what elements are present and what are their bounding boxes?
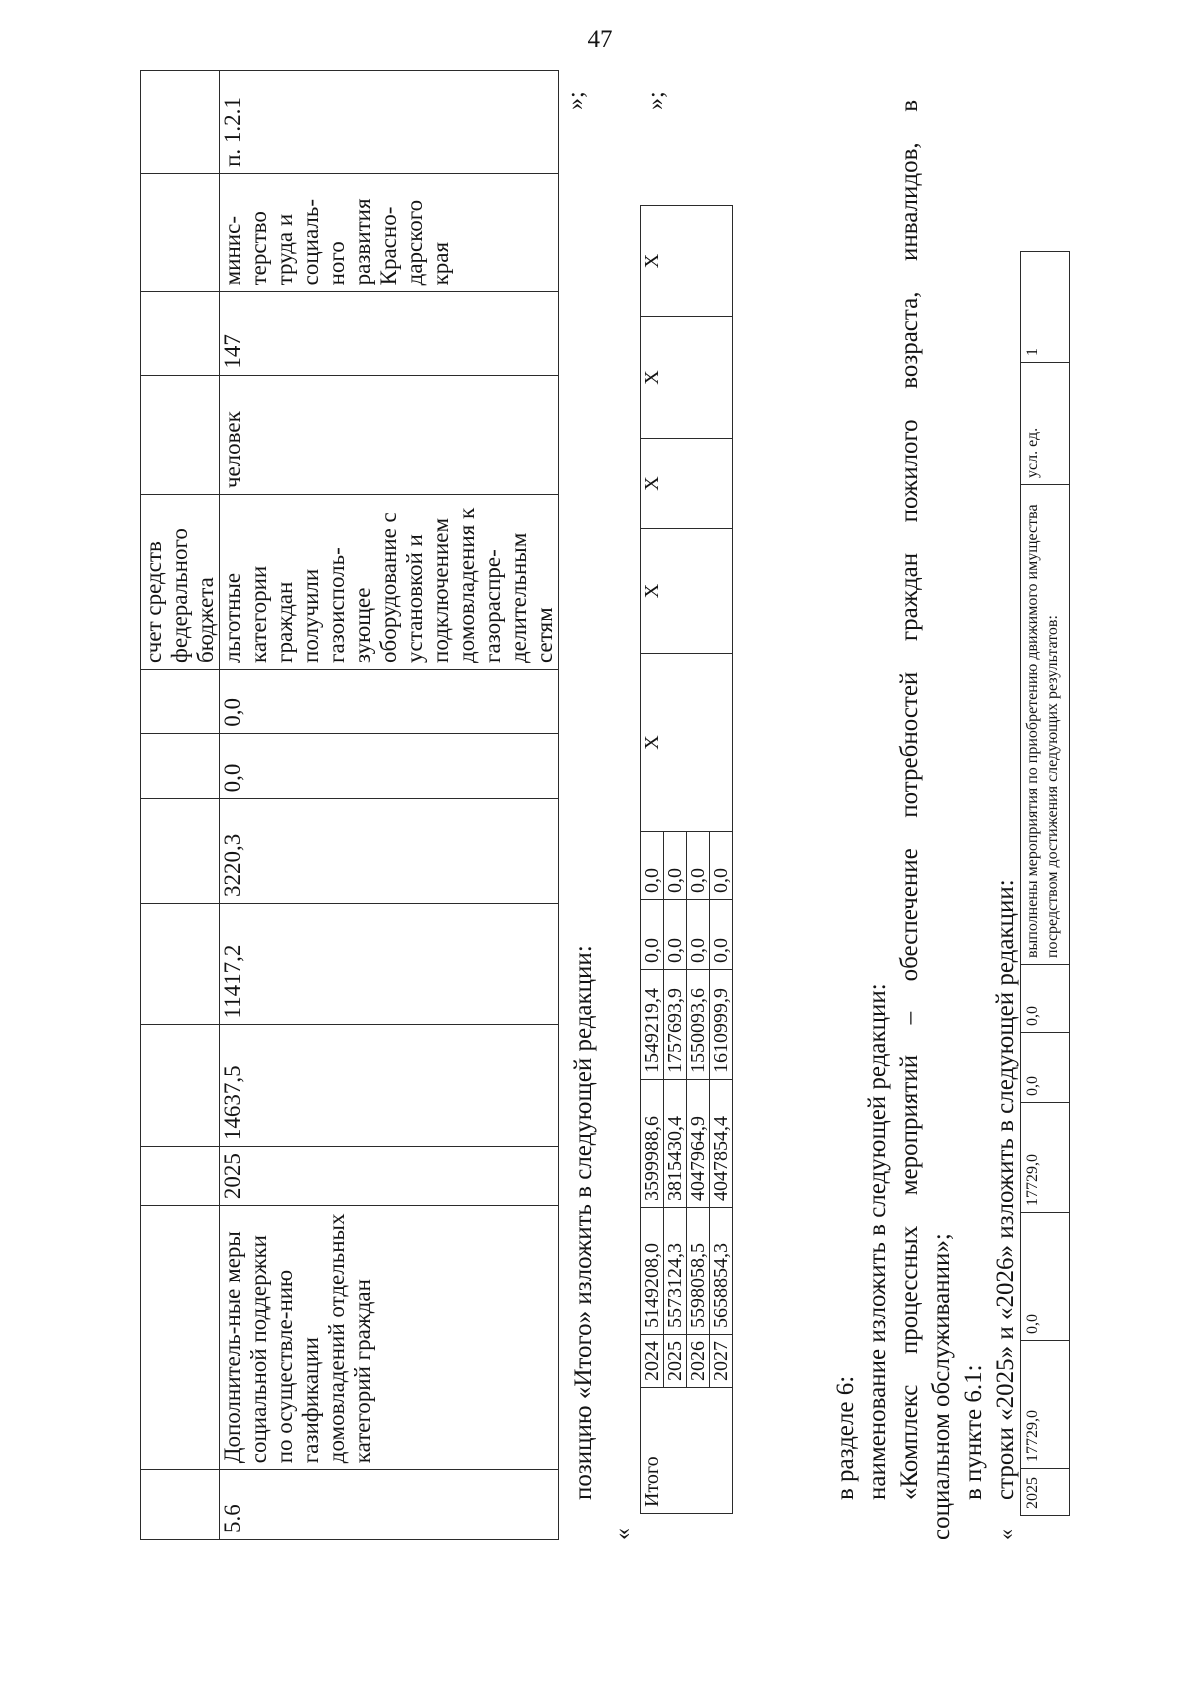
result-text: выполнены мероприятия по приобретению движимого имущества посредством достижения следующих результатов: [1021, 485, 1070, 965]
x-cell: Х [641, 439, 733, 529]
para-line: «Комплекс процессных мероприятий – обеспечение потребностей граждан пожилого возраста, инвалидов, в [896, 100, 923, 1500]
table-row-top [141, 71, 220, 1540]
row-number: 5.6 [220, 1470, 559, 1540]
rotated-page-content [140, 70, 1140, 1540]
itogo-table [640, 205, 733, 1514]
x-cell: Х [641, 654, 733, 832]
closing-quote-1: »; [563, 91, 589, 110]
section-6-table [1020, 251, 1070, 1516]
indicator-value: 147 [220, 292, 559, 375]
value-3: 0,0 [220, 733, 559, 799]
closing-quote-2: »; [643, 91, 669, 110]
value-4: 0,0 [220, 669, 559, 733]
x-cell: Х [641, 529, 733, 654]
indicator-value: 1 [1021, 252, 1070, 363]
para-line: социальном обслуживании»; [928, 1233, 955, 1540]
open-quote-2: « [993, 1529, 1018, 1540]
table-row: 2025 5573124,3 3815430,4 1757693,9 0,0 0,0 [664, 206, 687, 1514]
section-6-text [830, 100, 1022, 1540]
value-1: 11417,2 [220, 903, 559, 1025]
executor: минис-терство труда и социаль-ного развития Красно-дарского края [220, 173, 559, 292]
reference: п. 1.2.1 [220, 71, 559, 174]
table-row: 2027 5658854,3 4047854,4 1610999,9 0,0 0,0 [710, 206, 733, 1514]
funding-source-cell: счет средств федерального бюджета [141, 495, 220, 670]
value-2: 3220,3 [220, 799, 559, 904]
result-text: льготные категории граждан получили газоисполь-зующее оборудование с установкой и подключением домовладения к газораспре-делительным сетям [220, 495, 559, 670]
para-line: наименование изложить в следующей редакции: [864, 983, 891, 1500]
total-value: 14637,5 [220, 1025, 559, 1147]
itogo-instruction: позицию «Итого» изложить в следующей редакции: [570, 945, 597, 1500]
table-row [220, 71, 559, 1540]
table-row: 2025 17729,0 0,0 17729,0 0,0 0,0 выполнены мероприятия по приобретению движимого имущества посредством достижения следующих результатов: усл. ед. 1 [1021, 252, 1070, 1516]
unit: усл. ед. [1021, 363, 1070, 485]
page-number: 47 [587, 26, 613, 53]
para-line: строки «2025» и «2026» изложить в следующей редакции: [992, 879, 1019, 1500]
para-line: в разделе 6: [832, 1375, 859, 1500]
row-year: 2025 [220, 1147, 559, 1206]
x-cell: Х [641, 317, 733, 439]
table-row: Итого 2024 5149208,0 3599988,6 1549219,4 0,0 0,0 Х Х Х Х Х [641, 206, 664, 1514]
open-quote-1: « [610, 1528, 636, 1540]
table-row: 2026 5598058,5 4047964,9 1550093,6 0,0 0,0 [687, 206, 710, 1514]
measures-table [140, 70, 559, 1540]
x-cell: Х [641, 206, 733, 317]
itogo-label: Итого [641, 1388, 733, 1514]
para-line: в пункте 6.1: [960, 1364, 987, 1500]
measure-name: Дополнитель-ные меры социальной поддержки по осуществле-нию газификации домовладений отдельных категорий граждан [220, 1206, 559, 1470]
unit: человек [220, 375, 559, 494]
